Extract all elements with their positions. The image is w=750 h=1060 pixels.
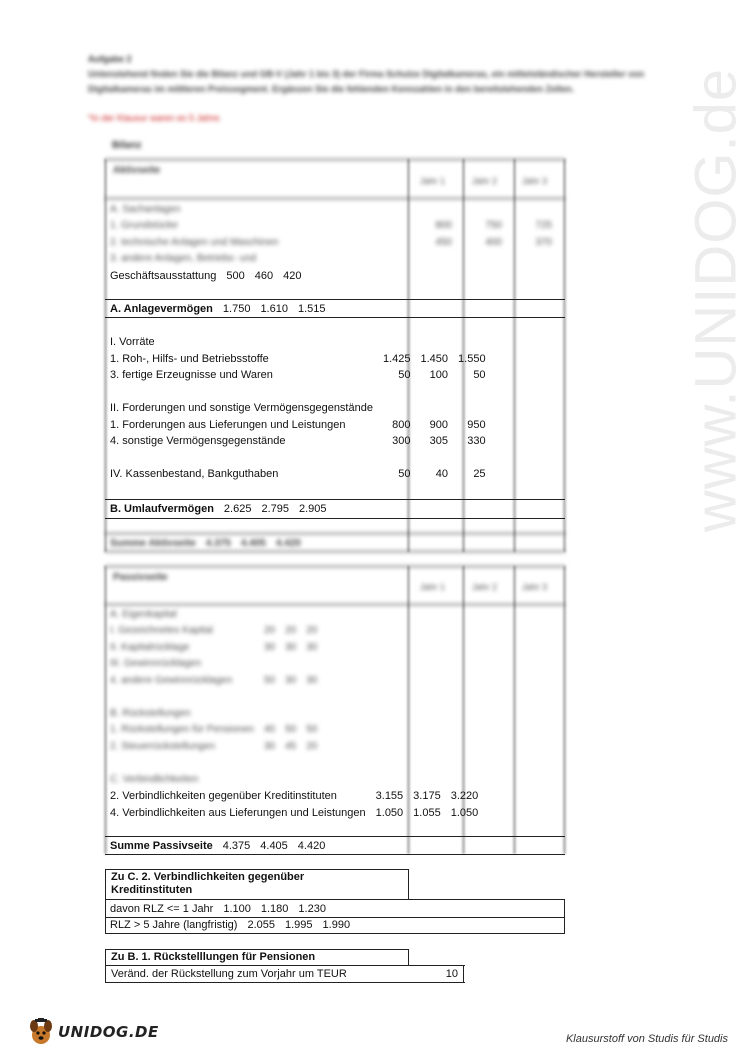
bilanz-label: Bilanz	[112, 140, 142, 151]
passiva-row: C. Verbindlichkeiten	[110, 773, 199, 785]
aktiva-col-1: Jahr 1	[420, 176, 446, 186]
passiva-header: Passivseite	[113, 572, 168, 583]
aktiva-row: 2. technische Anlagen und Maschinen 450 400 370	[110, 236, 552, 248]
passiva-row: 2. Steuerrückstellungen 30 45 20	[110, 740, 318, 752]
passiva-row: B. Rückstellungen	[110, 707, 191, 719]
task-title: Aufgabe 2	[88, 54, 132, 64]
aktiva-row-umlaufvermoegen: B. Umlaufvermögen 2.625 2.795 2.905	[110, 503, 327, 516]
passiva-col-3: Jahr 3	[522, 582, 548, 592]
kredit-row: RLZ > 5 Jahre (langfristig) 2.055 1.995 1.990	[110, 919, 351, 932]
aktiva-row: 1. Roh-, Hilfs- und Betriebsstoffe 1.425 1.450 1.550	[110, 352, 486, 365]
brand-name: UNIDOG.DE	[58, 1023, 159, 1041]
passiva-row: 4. Verbindlichkeiten aus Lieferungen und Leistungen 1.050 1.055 1.050	[110, 806, 479, 819]
aktiva-row: 3. fertige Erzeugnisse und Waren 50 100 50	[110, 369, 486, 382]
aktiva-row: IV. Kassenbestand, Bankguthaben 50 40 25	[110, 468, 486, 481]
aktiva-header: Aktivseite	[113, 165, 161, 176]
aktiva-row-summe: Summe Aktivseite 4.375 4.405 4.420	[110, 537, 301, 549]
dog-logo-icon	[28, 1018, 54, 1046]
aktiva-row: Geschäftsausstattung 500 460 420	[110, 270, 302, 283]
aktiva-row-anlagevermoegen: A. Anlagevermögen 1.750 1.610 1.515	[110, 303, 326, 316]
footer-tagline: Klausurstoff von Studis für Studis	[565, 1033, 728, 1045]
aktiva-col-3: Jahr 3	[522, 176, 548, 186]
aktiva-row: 1. Forderungen aus Lieferungen und Leistungen 800 900 950	[110, 418, 486, 431]
passiva-row: II. Kapitalrücklage 30 30 30	[110, 641, 318, 653]
task-note: *In der Klausur waren es 5 Jahre.	[88, 113, 222, 123]
task-text: Untenstehend finden Sie die Bilanz und GB-V (Jahr 1 bis 3) der Firma Schulze Digitalkameras, ein mittelständischer Hersteller von Digitalkameras im mittleren Preissegment. Ergänzen Sie die fehlenden Kennzahlen in den bereitstehenden Zellen.	[88, 69, 645, 94]
pension-title: Zu B. 1. Rückstelllungen für Pensionen	[111, 951, 316, 963]
passiva-row: 4. andere Gewinnrücklagen 50 30 30	[110, 674, 318, 686]
aktiva-row: 4. sonstige Vermögensgegenstände 300 305 330	[110, 435, 486, 448]
kredit-title-1: Zu C. 2. Verbindlichkeiten gegenüber	[111, 871, 305, 883]
passiva-row-summe: Summe Passivseite 4.375 4.405 4.420	[110, 840, 326, 853]
passiva-row: 1. Rückstellungen für Pensionen 40 50 50	[110, 724, 318, 736]
pension-row-value: 10	[445, 968, 458, 980]
passiva-row: I. Gezeichnetes Kapital 20 20 20	[110, 625, 318, 637]
footer-brand	[28, 1018, 159, 1046]
aktiva-row: 1. Grundstücke 800 750 725	[110, 220, 552, 232]
passiva-col-1: Jahr 1	[420, 582, 446, 592]
aktiva-row: 3. andere Anlagen, Betriebs- und	[110, 253, 257, 265]
passiva-row: A. Eigenkapital	[110, 608, 177, 620]
aktiva-row: II. Forderungen und sonstige Vermögensgegenstände	[110, 402, 373, 415]
passiva-row: 2. Verbindlichkeiten gegenüber Kreditinstituten 3.155 3.175 3.220	[110, 790, 479, 803]
passiva-col-2: Jahr 2	[472, 582, 498, 592]
aktiva-row: A. Sachanlagen	[110, 203, 181, 215]
watermark: www.UNIDOG.de	[683, 67, 749, 533]
kredit-title-2: Kreditinstituten	[111, 884, 193, 896]
passiva-row: III. Gewinnrücklagen	[110, 658, 202, 670]
pension-row-label: Veränd. der Rückstellung zum Vorjahr um TEUR	[111, 968, 347, 980]
aktiva-col-2: Jahr 2	[472, 176, 498, 186]
aktiva-row: I. Vorräte	[110, 336, 155, 349]
kredit-row: davon RLZ <= 1 Jahr 1.100 1.180 1.230	[110, 903, 326, 916]
